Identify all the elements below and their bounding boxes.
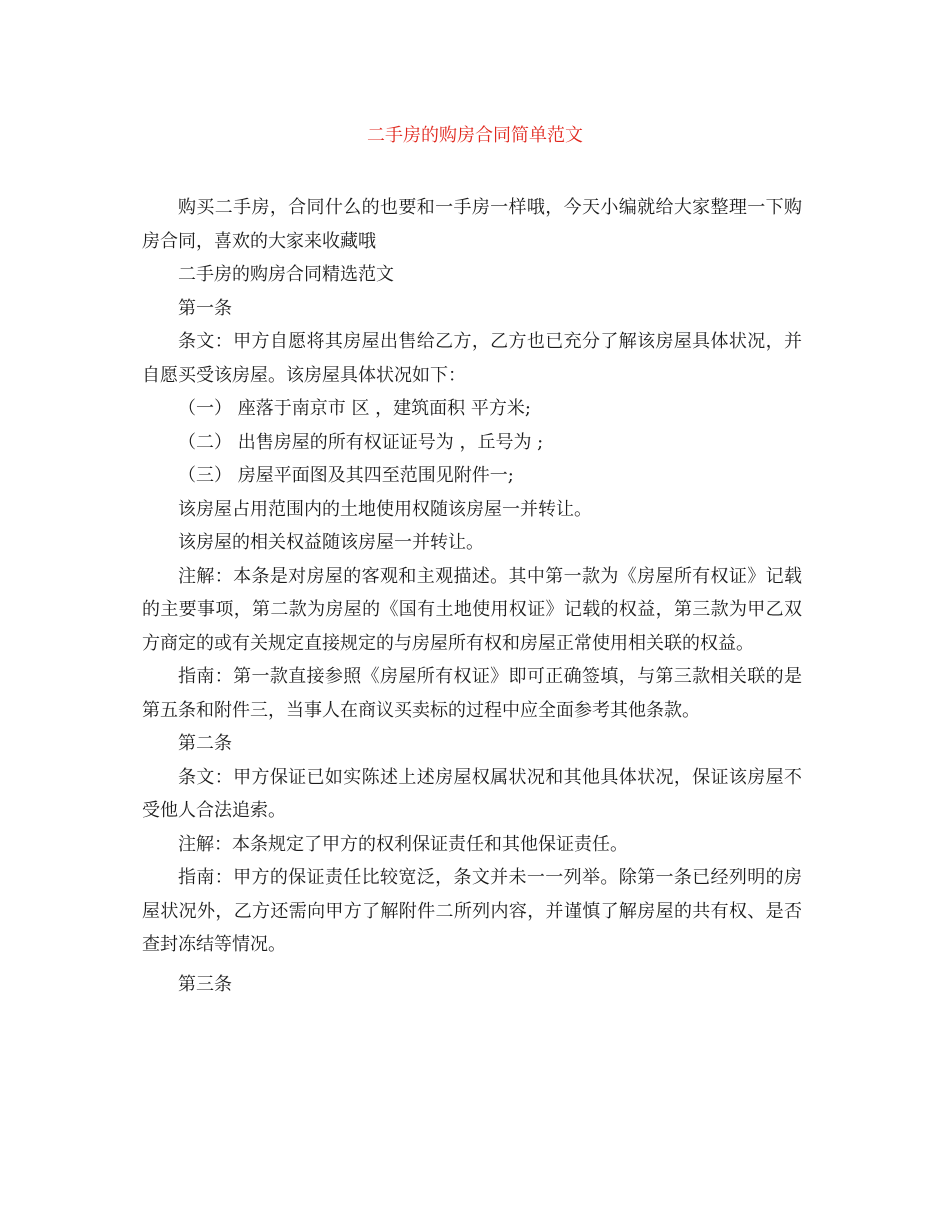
- article-2-heading: 第二条: [178, 733, 232, 754]
- article-1-item-1: （一） 座落于南京市 区 ，建筑面积 平方米;: [178, 398, 531, 419]
- intro-paragraph: 购买二手房，合同什么的也要和一手房一样哦，今天小编就给大家整理一下购房合同，喜欢的大家来收藏哦: [142, 197, 802, 252]
- article-1-item-3: （三） 房屋平面图及其四至范围见附件一;: [178, 465, 514, 486]
- article-2-note: 注解：本条规定了甲方的权利保证责任和其他保证责任。: [178, 833, 628, 855]
- article-1-guide: 指南：第一款直接参照《房屋所有权证》即可正确签填，与第三款相关联的是第五条和附件三，当事人在商议买卖标的过程中应全面参考其他条款。: [142, 666, 802, 721]
- article-3-heading: 第三条: [178, 973, 232, 995]
- article-1-item-2: （二） 出售房屋的所有权证证号为 ，丘号为 ;: [178, 431, 544, 453]
- article-1-note: 注解：本条是对房屋的客观和主观描述。其中第一款为《房屋所有权证》记载的主要事项，第二款为房屋的《国有土地使用权证》记载的权益，第三款为甲乙双方商定的或有关规定直接规定的与房屋所有权和房屋正常使用相关联的权益。: [142, 565, 802, 654]
- article-1-rights-clause: 该房屋的相关权益随该房屋一并转让。: [178, 532, 484, 553]
- document-body: [142, 191, 802, 1001]
- article-2-guide: 指南：甲方的保证责任比较宽泛，条文并未一一列举。除第一条已经列明的房屋状况外，乙方还需向甲方了解附件二所列内容，并谨慎了解房屋的共有权、是否查封冻结等情况。: [142, 867, 802, 955]
- section-heading: 二手房的购房合同精选范文: [178, 264, 394, 285]
- article-2-text: 条文：甲方保证已如实陈述上述房屋权属状况和其他具体状况，保证该房屋不受他人合法追索。: [142, 766, 802, 821]
- document-title: 二手房的购房合同简单范文: [367, 125, 583, 146]
- article-1-heading: 第一条: [178, 297, 232, 319]
- article-1-text: 条文：甲方自愿将其房屋出售给乙方，乙方也已充分了解该房屋具体状况，并自愿买受该房屋。该房屋具体状况如下：: [142, 331, 802, 386]
- article-1-land-clause: 该房屋占用范围内的土地使用权随该房屋一并转让。: [178, 498, 592, 520]
